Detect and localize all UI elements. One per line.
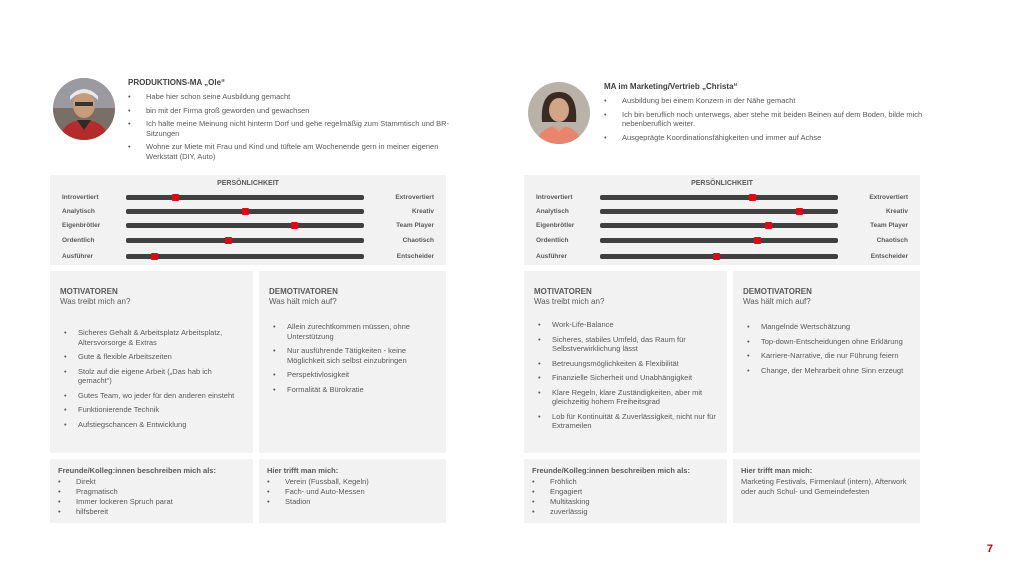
- list-item: • Ich halte meine Meinung nicht hinterm Dorf und gehe regelmäßig zum Stammtisch und BR-Sitzungen: [128, 119, 453, 138]
- trait-scale: [524, 208, 920, 218]
- trait-track: [600, 238, 838, 243]
- list-item: • Funktionierende Technik: [60, 405, 243, 415]
- trait-left-label: Ordentlich: [62, 237, 95, 244]
- trait-left-label: Analytisch: [536, 208, 569, 215]
- motivators-list: [534, 320, 717, 431]
- trait-right-label: Extrovertiert: [869, 194, 908, 201]
- list-item: • Immer lockeren Spruch parat: [58, 497, 245, 507]
- list-item: • Stadion: [267, 497, 438, 507]
- list-item: • Wohne zur Miete mit Frau und Kind und tüftele am Wochenende gern in meiner eigenen Werkstatt (DIY, Auto): [128, 142, 453, 161]
- trait-track: [126, 238, 364, 243]
- trait-left-label: Eigenbrötler: [62, 222, 101, 229]
- trait-track: [600, 254, 838, 259]
- motivators-subtitle: Was treibt mich an?: [534, 297, 605, 306]
- friends-list: [532, 477, 719, 517]
- person-photo-icon: [53, 78, 115, 140]
- trait-scale: [50, 222, 446, 232]
- list-item: • Klare Regeln, klare Zuständigkeiten, aber mit gleichzeitig hohem Freiheitsgrad: [534, 388, 717, 407]
- persona-ole: [50, 0, 450, 576]
- trait-track: [126, 223, 364, 228]
- trait-scale: [524, 194, 920, 204]
- trait-scale: [50, 253, 446, 263]
- trait-right-label: Kreativ: [885, 208, 908, 215]
- list-item: • Lob für Kontinuität & Zuverlässigkeit, nicht nur für Extrameilen: [534, 412, 717, 431]
- persona-header: [128, 78, 453, 165]
- list-item: • zuverlässig: [532, 507, 719, 517]
- list-item: • Mangelnde Wertschätzung: [743, 322, 910, 332]
- trait-left-label: Ausführer: [62, 253, 94, 260]
- trait-track: [600, 209, 838, 214]
- demotivators-subtitle: Was hält mich auf?: [269, 297, 337, 306]
- meet-panel: [259, 459, 446, 523]
- trait-marker: [172, 194, 179, 201]
- trait-left-label: Ausführer: [536, 253, 568, 260]
- trait-scale: [50, 194, 446, 204]
- trait-scale: [524, 253, 920, 263]
- personality-panel: [524, 175, 920, 265]
- motivators-panel: [50, 271, 253, 453]
- list-item: • Pragmatisch: [58, 487, 245, 497]
- trait-left-label: Eigenbrötler: [536, 222, 575, 229]
- meet-title: Hier trifft man mich:: [741, 466, 813, 475]
- list-item: • Verein (Fussball, Kegeln): [267, 477, 438, 487]
- personality-title: PERSÖNLICHKEIT: [691, 180, 753, 187]
- trait-marker: [749, 194, 756, 201]
- list-item: • Aufstiegschancen & Entwicklung: [60, 420, 243, 430]
- list-item: • Perspektivlosigkeit: [269, 370, 436, 380]
- persona-bullets: [128, 92, 453, 161]
- list-item: • Allein zurechtkommen müssen, ohne Unterstützung: [269, 322, 436, 341]
- meet-title: Hier trifft man mich:: [267, 466, 339, 475]
- demotivators-title: DEMOTIVATOREN: [269, 287, 338, 296]
- person-photo-icon: [528, 82, 590, 144]
- demotivators-list: [743, 322, 910, 375]
- list-item: • Top-down-Entscheidungen ohne Erklärung: [743, 337, 910, 347]
- trait-track: [126, 254, 364, 259]
- motivators-panel: [524, 271, 727, 453]
- trait-right-label: Extrovertiert: [395, 194, 434, 201]
- trait-right-label: Team Player: [396, 222, 434, 229]
- trait-left-label: Introvertiert: [536, 194, 573, 201]
- list-item: • Direkt: [58, 477, 245, 487]
- trait-scale: [524, 237, 920, 247]
- trait-right-label: Kreativ: [411, 208, 434, 215]
- avatar: [53, 78, 115, 140]
- trait-marker: [151, 253, 158, 260]
- list-item: • Betreuungsmöglichkeiten & Flexibilität: [534, 359, 717, 369]
- list-item: • Sicheres, stabiles Umfeld, das Raum für Selbstverwirklichung lässt: [534, 335, 717, 354]
- trait-track: [600, 195, 838, 200]
- motivators-subtitle: Was treibt mich an?: [60, 297, 131, 306]
- list-item: • hilfsbereit: [58, 507, 245, 517]
- trait-marker: [291, 222, 298, 229]
- trait-right-label: Team Player: [870, 222, 908, 229]
- trait-marker: [225, 237, 232, 244]
- list-item: • bin mit der Firma groß geworden und gewachsen: [128, 106, 453, 116]
- friends-panel: [524, 459, 727, 523]
- persona-bullets: [604, 96, 964, 142]
- list-item: • Ausbildung bei einem Konzern in der Nähe gemacht: [604, 96, 964, 106]
- trait-track: [126, 209, 364, 214]
- persona-christa: [524, 0, 924, 576]
- motivators-title: MOTIVATOREN: [60, 287, 118, 296]
- list-item: • Work-Life-Balance: [534, 320, 717, 330]
- meet-panel: [733, 459, 920, 523]
- list-item: • Habe hier schon seine Ausbildung gemacht: [128, 92, 453, 102]
- persona-header: [604, 82, 929, 146]
- page-number: 7: [986, 543, 993, 555]
- demotivators-subtitle: Was hält mich auf?: [743, 297, 811, 306]
- friends-title: Freunde/Kolleg:innen beschreiben mich als:: [58, 466, 216, 475]
- list-item: • Formalität & Bürokratie: [269, 385, 436, 395]
- demotivators-panel: [733, 271, 920, 453]
- trait-marker: [713, 253, 720, 260]
- trait-left-label: Analytisch: [62, 208, 95, 215]
- trait-right-label: Entscheider: [396, 253, 434, 260]
- list-item: • Fröhlich: [532, 477, 719, 487]
- trait-left-label: Ordentlich: [536, 237, 569, 244]
- trait-left-label: Introvertiert: [62, 194, 99, 201]
- list-item: • Change, der Mehrarbeit ohne Sinn erzeugt: [743, 366, 910, 376]
- persona-title: MA im Marketing/Vertrieb „Christa“: [604, 82, 738, 91]
- avatar: [528, 82, 590, 144]
- motivators-list: [60, 328, 243, 429]
- trait-scale: [524, 222, 920, 232]
- trait-marker: [754, 237, 761, 244]
- friends-panel: [50, 459, 253, 523]
- demotivators-panel: [259, 271, 446, 453]
- trait-right-label: Chaotisch: [402, 237, 434, 244]
- list-item: • Nur ausführende Tätigkeiten - keine Möglichkeit sich selbst einzubringen: [269, 346, 436, 365]
- trait-track: [600, 223, 838, 228]
- list-item: • Ich bin beruflich noch unterwegs, aber stehe mit beiden Beinen auf dem Boden, bilde mich nebenberuflich weiter.: [604, 110, 964, 129]
- friends-list: [58, 477, 245, 517]
- trait-marker: [765, 222, 772, 229]
- persona-title: PRODUKTIONS-MA „Ole“: [128, 78, 226, 87]
- trait-scale: [50, 208, 446, 218]
- trait-right-label: Chaotisch: [876, 237, 908, 244]
- demotivators-list: [269, 322, 436, 394]
- list-item: • Multitasking: [532, 497, 719, 507]
- list-item: • Sicheres Gehalt & Arbeitsplatz Arbeitsplatz, Altersvorsorge & Extras: [60, 328, 243, 347]
- personality-panel: [50, 175, 446, 265]
- demotivators-title: DEMOTIVATOREN: [743, 287, 812, 296]
- list-item: • Karriere-Narrative, die nur Führung feiern: [743, 351, 910, 361]
- trait-scale: [50, 237, 446, 247]
- trait-track: [126, 195, 364, 200]
- list-item: • Finanzielle Sicherheit und Unabhängigkeit: [534, 373, 717, 383]
- list-item: • Stolz auf die eigene Arbeit („Das hab ich gemacht“): [60, 367, 243, 386]
- meet-list: [267, 477, 438, 507]
- trait-right-label: Entscheider: [870, 253, 908, 260]
- list-item: • Fach- und Auto-Messen: [267, 487, 438, 497]
- friends-title: Freunde/Kolleg:innen beschreiben mich als:: [532, 466, 690, 475]
- personality-title: PERSÖNLICHKEIT: [217, 180, 279, 187]
- motivators-title: MOTIVATOREN: [534, 287, 592, 296]
- list-item: • Ausgeprägte Koordinationsfähigkeiten und immer auf Achse: [604, 133, 964, 143]
- list-item: • Engagiert: [532, 487, 719, 497]
- list-item: • Gute & flexible Arbeitszeiten: [60, 352, 243, 362]
- trait-marker: [796, 208, 803, 215]
- meet-text: Marketing Festivals, Firmenlauf (intern), Afterwork oder auch Schul- und Gemeindefesten: [741, 477, 907, 496]
- list-item: • Gutes Team, wo jeder für den anderen einsteht: [60, 391, 243, 401]
- trait-marker: [242, 208, 249, 215]
